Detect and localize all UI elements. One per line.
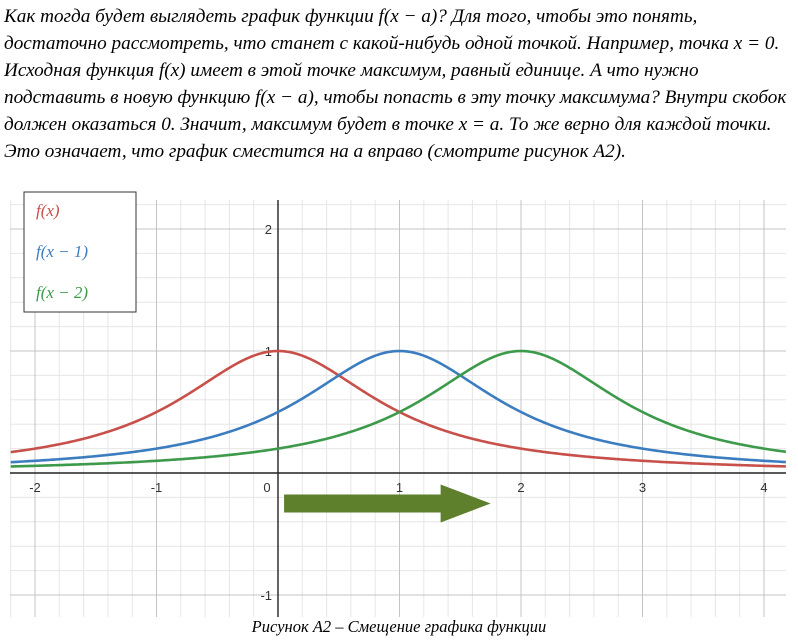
math-expression: f(x − a) xyxy=(255,87,314,108)
math-expression: 0 xyxy=(161,114,171,135)
x-tick-label: 0 xyxy=(263,480,271,495)
x-tick-label: -1 xyxy=(150,480,163,495)
legend xyxy=(24,192,136,312)
text-segment: . Исходная функция xyxy=(4,33,780,81)
function-shift-chart xyxy=(0,190,798,642)
math-expression: x = 0 xyxy=(733,33,775,54)
x-tick-label: -2 xyxy=(29,480,41,495)
shift-arrow xyxy=(284,485,491,523)
text-segment: ? Для того, чтобы это понять, достаточно рассмотреть, что станет с какой-нибудь одной точкой. Например, точка xyxy=(4,6,734,54)
y-tick-label: 2 xyxy=(264,222,272,237)
curve-f-x-1- xyxy=(11,351,786,462)
text-segment: Как тогда будет выглядеть график функции xyxy=(4,6,379,27)
y-tick-label: 1 xyxy=(264,344,272,359)
text-segment: , чтобы попасть в эту точку максимума? Внутри скобок должен оказаться xyxy=(4,87,787,135)
figure-caption: Рисунок А2 – Смещение графика функции xyxy=(251,617,547,636)
y-tick-label: -1 xyxy=(260,588,272,603)
x-tick-label: 3 xyxy=(638,480,647,495)
x-tick-label: 4 xyxy=(760,480,768,495)
curves xyxy=(11,351,786,466)
text-segment: . То же верно для каждой точки. Это означает, что график сместится на xyxy=(4,114,772,162)
math-expression: f(x − a) xyxy=(378,6,438,27)
math-expression: x = a xyxy=(458,114,500,135)
legend-entry: f(x − 2) xyxy=(36,283,89,302)
legend-entry: f(x) xyxy=(36,201,60,220)
x-tick-label: 2 xyxy=(517,480,525,495)
math-expression: f(x) xyxy=(158,60,186,81)
legend-entry: f(x − 1) xyxy=(36,242,89,261)
curve-f-x-2- xyxy=(11,351,786,466)
math-expression: a xyxy=(353,141,364,162)
shift-right-arrow xyxy=(284,485,491,523)
x-tick-label: 1 xyxy=(395,480,404,495)
text-segment: . Значит, максимум будет в точке xyxy=(170,114,459,135)
paragraph-text xyxy=(4,3,794,165)
text-segment: вправо (смотрите рисунок А2). xyxy=(363,141,626,162)
text-segment: имеет в этой точке максимум, равный единице. А что нужно подставить в новую функцию xyxy=(4,60,699,108)
